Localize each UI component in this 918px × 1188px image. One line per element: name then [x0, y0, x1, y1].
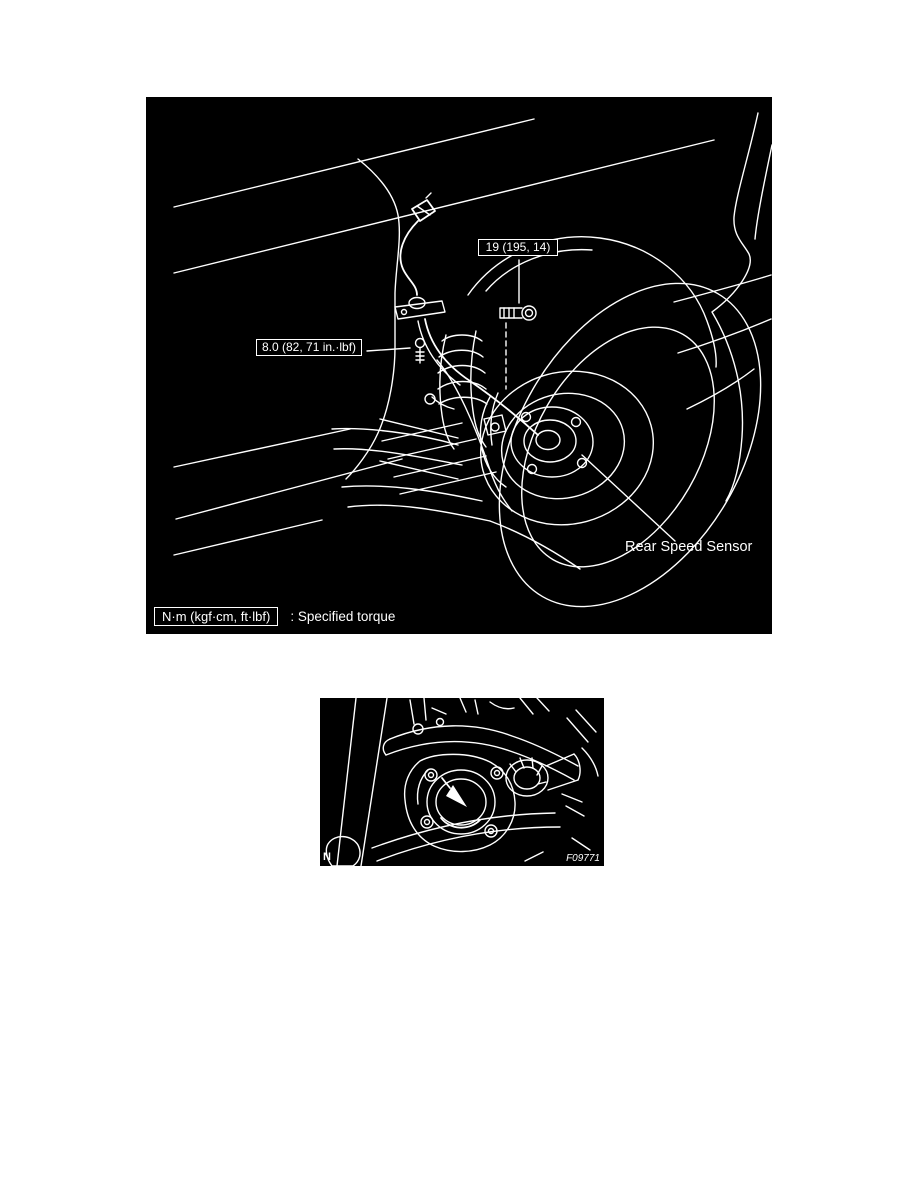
strut-pillar: [337, 698, 387, 866]
torque-callout-harness-bolt-text: 19 (195, 14): [485, 240, 551, 254]
wheel-hub: [511, 407, 593, 477]
torque-callout-sensor-bolt: [256, 339, 362, 356]
detail-diagram-art: [320, 698, 604, 866]
suspension: [332, 331, 580, 569]
car-body-lines: [174, 119, 714, 555]
lower-bar: [372, 813, 560, 861]
torque-callout-harness-bolt: [478, 239, 558, 256]
upper-control-arm: [383, 726, 578, 780]
torque-units-box: N·m (kgf·cm, ft·lbf): [154, 607, 278, 626]
main-diagram: [146, 97, 772, 634]
leader-line-rear-speed-sensor: [582, 455, 675, 541]
torque-legend: [154, 607, 395, 626]
harness-bolt-icon: [500, 306, 536, 320]
detail-diagram: [320, 698, 604, 866]
leader-line-sensor-torque: [367, 348, 410, 351]
tire: [446, 237, 772, 634]
cv-boot-axle: [506, 754, 580, 796]
quarter-panel-lines: [674, 113, 772, 501]
view-direction-label: N: [323, 851, 331, 863]
misc-hardware: [326, 698, 598, 866]
figure-code-label: F09771: [566, 853, 600, 864]
torque-legend-caption: : Specified torque: [290, 609, 396, 624]
figure-code-tick: [525, 852, 543, 861]
rear-speed-sensor-label: Rear Speed Sensor: [625, 539, 753, 555]
sensor-bolt-icon: [416, 339, 425, 364]
location-arrow-icon: [442, 778, 467, 807]
brake-rotor: [463, 352, 670, 544]
fender-arch: [468, 237, 716, 367]
torque-callout-sensor-bolt-text: 8.0 (82, 71 in.·lbf): [262, 340, 357, 354]
